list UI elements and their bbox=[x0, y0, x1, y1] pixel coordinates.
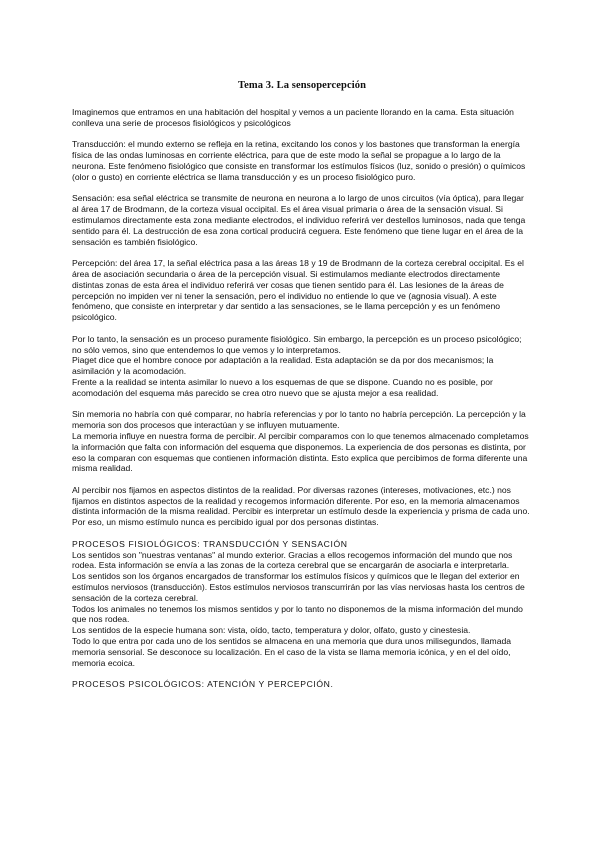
paragraph-line: Piaget dice que el hombre conoce por adaptación a la realidad. Esta adaptación se da por dos mecanismos; la asimilación y la acomodación. bbox=[72, 355, 494, 377]
piaget-paragraph bbox=[72, 334, 532, 399]
section-fisiologicos bbox=[72, 539, 532, 669]
paragraph-line: Todos los animales no tenemos los mismos sentidos y por lo tanto no disponemos de la misma información del mundo que nos rodea. bbox=[72, 603, 523, 625]
paragraph-line: Los sentidos de la especie humana son: vista, oído, tacto, temperatura y dolor, olfato, gusto y cinestesia. bbox=[72, 625, 471, 636]
paragraph-line: Los sentidos son "nuestras ventanas" al mundo exterior. Gracias a ellos recogemos información del mundo que nos rodea. Esta información se envía a las zonas de la corteza cerebral que se encargarán de asociarla e interpretarla. bbox=[72, 549, 513, 571]
section-heading: PROCESOS PSICOLÓGICOS: ATENCIÓN Y PERCEPCIÓN. bbox=[72, 679, 334, 690]
paragraph-line: Transducción: el mundo externo se refleja en la retina, excitando los conos y los bastones que transforman la energía física de las ondas luminosas en corriente eléctrica, para que de este modo la señal se propague a lo largo de la neurona. Este fenómeno fisiológico que consiste en transformar los estímulos físicos (luz, sonido o presión) o químicos (olor o gusto) en corriente eléctrica se llama transducción y es un proceso fisiológico puro. bbox=[72, 139, 526, 182]
section-heading: PROCESOS FISIOLÓGICOS: TRANSDUCCIÓN Y SENSACIÓN bbox=[72, 538, 348, 549]
percepcion-paragraph bbox=[72, 258, 532, 323]
paragraph-line: Al percibir nos fijamos en aspectos distintos de la realidad. Por diversas razones (intereses, motivaciones, etc.) nos fijamos en distintos aspectos de la realidad y recogemos información diferente. Por eso, en la memoria almacenamos distinta información de la misma realidad. Percibir es interpretar un estímulo desde la experiencia y prisma de cada uno. Por eso, un mismo estímulo nunca es percibido igual por dos personas distintas. bbox=[72, 484, 530, 528]
paragraph-line: Por lo tanto, la sensación es un proceso puramente fisiológico. Sin embargo, la percepción es un proceso psicológico; no sólo vemos, sino que entendemos lo que vemos y lo interpretamos. bbox=[72, 333, 522, 355]
paragraph-line: La memoria influye en nuestra forma de percibir. Al percibir comparamos con lo que tenemos almacenado completamos la información que falta con información del esquema que disponemos. La experiencia de dos personas es distinta, por eso la comparan con esquemas que contienen información distinta. Esto explica que percibimos de forma diferente una misma realidad. bbox=[72, 430, 529, 474]
page-title bbox=[72, 80, 532, 91]
page-title-text: Tema 3. La sensopercepción bbox=[237, 80, 367, 91]
paragraph-line: Los sentidos son los órganos encargados de transformar los estímulos físicos y químicos que le llegan del exterior en estímulos nerviosos (transducción). Estos estímulos nerviosos transcurrirán por las vías nerviosas hasta los centros de sensación de la corteza cerebral. bbox=[72, 571, 525, 603]
aspectos-paragraph bbox=[72, 485, 532, 528]
paragraph-line: Sensación: esa señal eléctrica se transmite de neurona en neurona a lo largo de unos circuitos (vía óptica), para llegar al área 17 de Brodmann, de la corteza visual occipital. Es el área visual primaria o área de la sensación visual. Si estimulamos directamente esta zona mediante electrodos, el individuo referirá ver destellos luminosos, nada que tenga sentido para él. La destrucción de esa zona cortical producirá ceguera. Este fenómeno que tiene lugar en el área de la sensación es también fisiológico. bbox=[72, 193, 526, 247]
sensacion-paragraph bbox=[72, 193, 532, 247]
paragraph-line: Todo lo que entra por cada uno de los sentidos se almacena en una memoria que dura unos milisegundos, llamada memoria sensorial. Se desconoce su localización. En el caso de la vista se llama memoria icónica, y en el del oído, memoria ecoica. bbox=[72, 636, 512, 668]
section-psicologicos bbox=[72, 679, 532, 690]
paragraph-line: Imaginemos que entramos en una habitación del hospital y vemos a un paciente llorando en la cama. Esta situación conlleva una serie de procesos fisiológicos y psicológicos bbox=[72, 107, 514, 128]
intro-paragraph bbox=[72, 107, 532, 129]
paragraph-line: Percepción: del área 17, la señal eléctrica pasa a las áreas 18 y 19 de Brodmann de la corteza cerebral occipital. Es el área de asociación secundaria o área de la percepción visual. Si estimulamos mediante electrodos directamente distintas zonas de esta área el individuo referirá ver cosas que tienen sentido para él. Las lesiones de la áreas de percepción no impiden ver ni tener la sensación, pero el individuo no entiende lo que ve (agnosia visual). A este fenómeno, que consiste en interpretar y dar sentido a las sensaciones, se le llama percepción y es un fenómeno psicológico. bbox=[72, 258, 524, 323]
document-page bbox=[72, 80, 532, 690]
memoria-paragraph bbox=[72, 409, 532, 474]
paragraph-line: Frente a la realidad se intenta asimilar lo nuevo a los esquemas de que se dispone. Cuando no es posible, por acomodación del esquema más parecido se crea otro nuevo que se ajusta mejor a esa realidad. bbox=[72, 376, 493, 398]
paragraph-line: Sin memoria no habría con qué comparar, no habría referencias y por lo tanto no habría percepción. La percepción y la memoria son dos procesos que interactúan y se influyen mutuamente. bbox=[72, 409, 526, 431]
transduccion-paragraph bbox=[72, 139, 532, 182]
